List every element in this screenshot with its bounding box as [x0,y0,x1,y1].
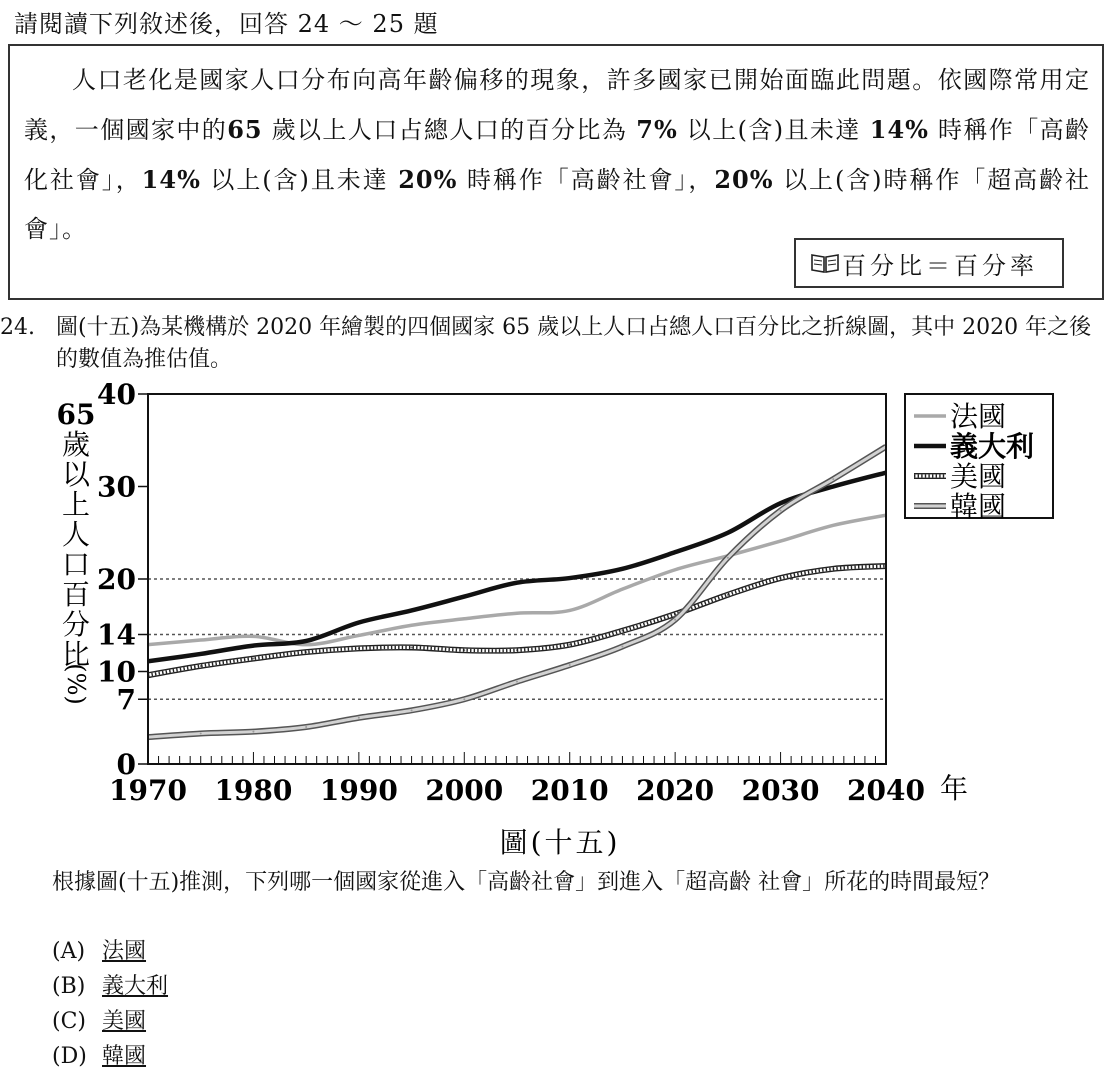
legend-label: 法國 [950,400,1007,433]
data-point [621,568,623,570]
glossary-note [794,238,1064,288]
passage-bold: 65 [227,115,263,144]
data-point [252,635,254,637]
x-tick-label: 2030 [741,774,820,807]
legend-label: 美國 [950,460,1007,493]
data-point [674,613,676,615]
data-point [305,644,307,646]
data-point [674,619,676,621]
y-axis-label-glyph: 分 [61,608,91,641]
y-tick-label: 40 [97,380,136,411]
option-text: 韓國 [102,1044,147,1069]
data-point [358,647,360,649]
glossary-text: 百分比＝百分率 [842,251,1038,280]
y-axis-label-glyph: 口 [61,548,91,581]
data-point [200,639,202,641]
axes [97,380,968,807]
data-point [516,649,518,651]
data-point [832,568,834,570]
data-point [358,634,360,636]
data-point [727,594,729,596]
data-point [305,726,307,728]
data-point [463,649,465,651]
option-c[interactable] [52,1004,168,1039]
passage-part: 人口老化是國家人口分布向高年齡偏移的現象，許多國家已開始面臨此問題。依國際常用定義，一個國家中的 [24,66,1090,144]
data-point [200,732,202,734]
passage-bold: 20% [398,165,458,194]
data-point [780,577,782,579]
y-tick-label: 7 [116,683,136,717]
legend-label: 義大利 [950,430,1035,463]
data-point [780,502,782,504]
data-point [463,596,465,598]
data-point [411,646,413,648]
data-point [516,582,518,584]
data-point [727,532,729,534]
y-tick-label: 30 [97,470,136,504]
passage-bold: 14% [869,115,929,144]
option-label: (C) [52,1009,86,1034]
answer-options [52,934,168,1074]
passage-part: 以上(含)時稱作「超高齡社會」。 [24,166,1091,243]
y-axis-label-glyph: 比 [61,638,91,671]
y-tick-label: 10 [97,655,136,689]
passage-part: 以上(含)且未達 [677,116,870,144]
passage-bold: 20% [714,165,774,194]
y-tick-label: 0 [116,748,136,781]
legend [905,394,1053,523]
data-point [832,478,834,480]
chart-caption: 圖(十五) [499,826,621,859]
x-tick-label: 1980 [214,774,293,807]
data-point [305,640,307,642]
x-tick-label: 1970 [109,774,187,807]
data-point [463,618,465,620]
data-point [252,731,254,733]
option-text: 法國 [102,939,147,964]
data-point [569,644,571,646]
y-axis-label-glyph: (%) [62,663,90,705]
option-text: 義大利 [102,974,169,999]
option-label: (D) [52,1044,87,1069]
passage-bold: 7% [636,115,678,144]
option-d[interactable] [52,1039,168,1074]
passage-bold: 14% [141,165,201,194]
chart-canvas [0,380,1118,870]
data-point [252,645,254,647]
data-point [727,557,729,559]
data-point [252,658,254,660]
data-point [516,681,518,683]
passage-part: 歲以上人口占總人口的百分比為 [262,116,637,144]
data-point [358,621,360,623]
option-b[interactable] [52,969,168,1004]
data-point [621,588,623,590]
y-axis-label [57,398,96,705]
x-tick-label: 1990 [319,774,398,807]
data-point [411,624,413,626]
series-line-outline [148,447,886,737]
data-point [411,609,413,611]
data-point [674,551,676,553]
passage-box [8,44,1104,300]
series-line [148,473,886,662]
data-point [621,646,623,648]
x-tick-label: 2010 [530,774,609,807]
data-point [463,698,465,700]
data-point [358,717,360,719]
option-label: (A) [52,939,86,964]
y-tick-label: 20 [97,563,136,596]
x-tick-label: 2020 [636,774,715,807]
data-point [411,709,413,711]
x-axis-unit: 年 [940,772,969,805]
y-tick-label: 14 [97,618,136,652]
data-point [200,665,202,667]
question-number: 24. [0,315,35,340]
line-chart [0,380,1118,870]
data-point [621,630,623,632]
book-icon [810,252,840,274]
data-point [569,664,571,666]
option-text: 美國 [102,1009,147,1034]
data-point [832,486,834,488]
data-point [832,524,834,526]
series-line-core [148,447,886,737]
x-tick-label: 2040 [847,774,925,807]
data-point [516,612,518,614]
reading-instruction: 請閱讀下列敘述後，回答 24 ～ 25 題 [14,10,439,38]
y-axis-label-glyph: 上 [61,488,91,521]
y-axis-label-glyph: 人 [61,518,91,551]
data-point [305,651,307,653]
x-tick-label: 2000 [425,774,504,807]
data-point [200,653,202,655]
y-axis-label-glyph: 百 [61,578,91,611]
question-prompt: 根據圖(十五)推測，下列哪一個國家從進入「高齡社會」到進入「超高齡 社會」所花的時間最短？ [52,870,1001,895]
passage-text [24,56,1090,254]
passage-part: 時稱作「高齡社會」， [457,166,715,194]
data-point [569,609,571,611]
passage-part: 時稱作「高齡化社會」， [24,116,1090,194]
data-point [569,577,571,579]
option-a[interactable] [52,934,168,969]
series-lines [147,446,887,738]
data-point [780,510,782,512]
y-axis-label-glyph: 歲 [61,428,91,461]
data-point [674,569,676,571]
option-label: (B) [52,974,86,999]
question-text: 圖(十五)為某機構於 2020 年繪製的四個國家 65 歲以上人口占總人口百分比之折線圖，其中 2020 年之後的數值為推估值。 [56,315,1092,372]
legend-label: 韓國 [950,490,1007,523]
data-point [780,540,782,542]
y-axis-label-glyph: 以 [61,458,91,491]
y-axis-label-glyph: 65 [56,398,96,431]
passage-part: 以上(含)且未達 [200,166,399,194]
